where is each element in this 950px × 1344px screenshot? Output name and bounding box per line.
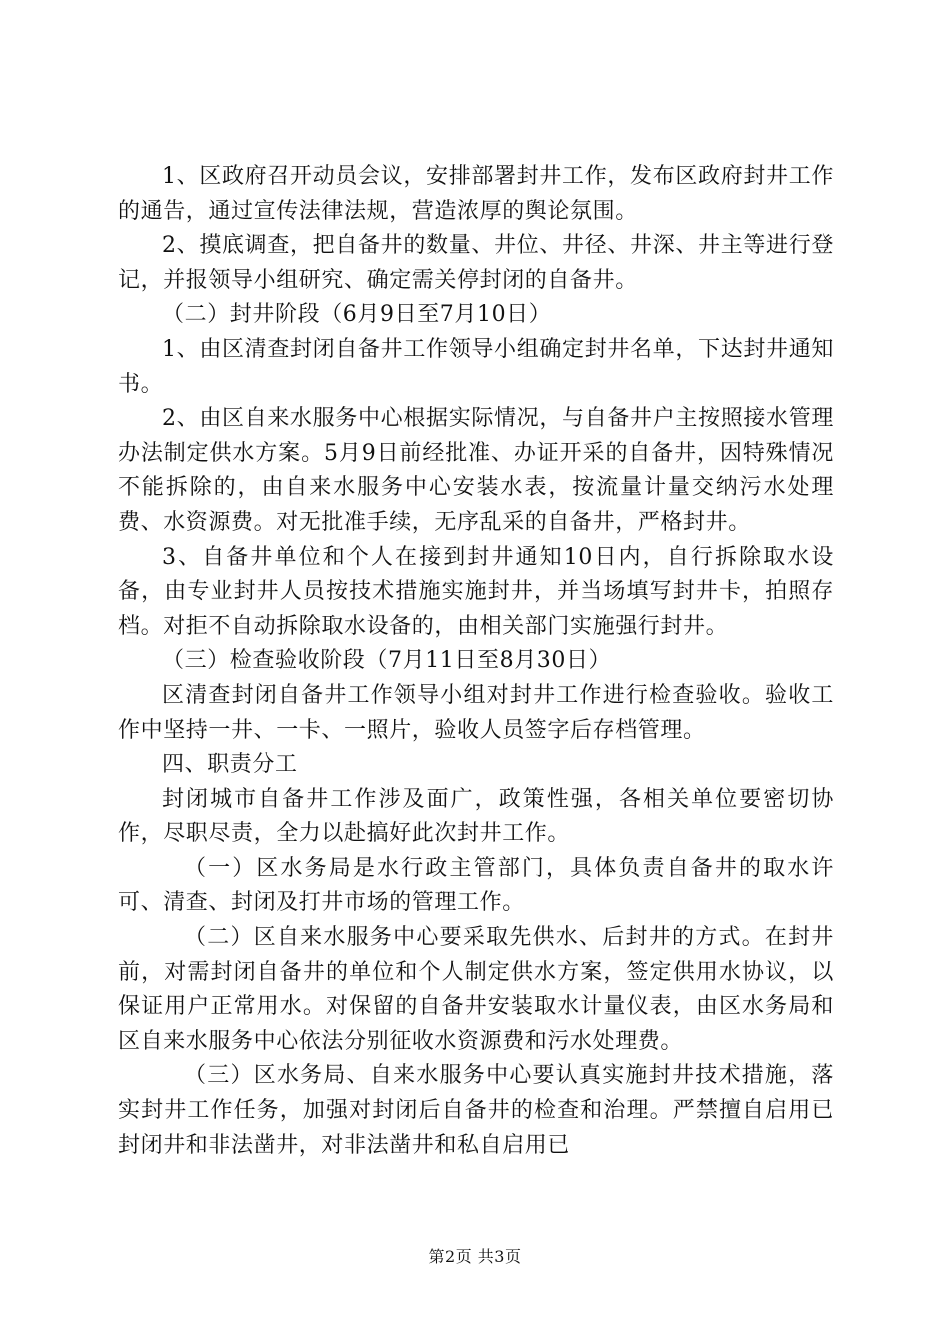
- paragraph-water-supply-plan: 2、由区自来水服务中心根据实际情况，与自备井户主按照接水管理办法制定供水方案。5月9日前经批准、办证开采的自备井，因特殊情况不能拆除的，由自来水服务中心安装水表，按流量计量交纳污水处理费、水资源费。对无批准手续，无序乱采的自备井，严格封井。: [118, 406, 834, 535]
- paragraph-water-bureau: （一）区水务局是水行政主管部门，具体负责自备井的取水许可、清查、封闭及打井市场的管理工作。: [118, 855, 834, 916]
- section-heading-responsibilities: 四、职责分工: [162, 752, 298, 778]
- document-body: [118, 160, 834, 1163]
- paragraph-cooperation: 封闭城市自备井工作涉及面广，政策性强，各相关单位要密切协作，尽职尽责，全力以赴搞好此次封井工作。: [118, 786, 834, 847]
- page-footer: 第2页 共3页: [428, 1247, 522, 1266]
- paragraph-sealing-list: 1、由区清查封闭自备井工作领导小组确定封井名单，下达封井通知书。: [118, 336, 834, 397]
- section-heading-sealing-stage: （二）封井阶段（6月9日至7月10日）: [162, 302, 552, 328]
- section-heading-inspection-stage: （三）检查验收阶段（7月11日至8月30日）: [162, 648, 612, 674]
- paragraph-survey: 2、摸底调查，把自备井的数量、井位、井径、井深、井主等进行登记，并报领导小组研究、确定需关停封闭的自备井。: [118, 233, 834, 293]
- paragraph-water-service-center: （二）区自来水服务中心要采取先供水、后封井的方式。在封井前，对需封闭自备井的单位和个人制定供水方案，签定供用水协议，以保证用户正常用水。对保留的自备井安装取水计量仪表，由区水务局和区自来水服务中心依法分别征收水资源费和污水处理费。: [118, 925, 834, 1054]
- paragraph-inspection: 区清查封闭自备井工作领导小组对封井工作进行检查验收。验收工作中坚持一井、一卡、一照片，验收人员签字后存档管理。: [118, 682, 834, 743]
- paragraph-mobilization-meeting: 1、区政府召开动员会议，安排部署封井工作，发布区政府封井工作的通告，通过宣传法律法规，营造浓厚的舆论氛围。: [118, 164, 834, 224]
- paragraph-technical-measures: （三）区水务局、自来水服务中心要认真实施封井技术措施，落实封井工作任务，加强对封闭后自备井的检查和治理。严禁擅自启用已封闭井和非法凿井，对非法凿井和私自启用已: [118, 1063, 834, 1158]
- paragraph-remove-equipment: 3、自备井单位和个人在接到封井通知10日内，自行拆除取水设备，由专业封井人员按技术措施实施封井，并当场填写封井卡，拍照存档。对拒不自动拆除取水设备的，由相关部门实施强行封井。: [118, 544, 834, 639]
